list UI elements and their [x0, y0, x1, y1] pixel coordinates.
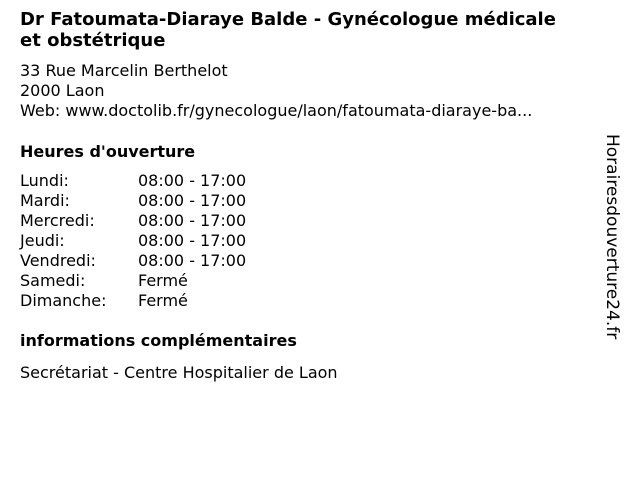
time-value: 08:00 - 17:00 [138, 171, 247, 190]
day-label: Mercredi: [20, 211, 95, 230]
hours-row-sunday [20, 291, 626, 311]
time-value: Fermé [138, 291, 188, 310]
day-label: Jeudi: [20, 231, 65, 250]
address-block [20, 61, 626, 121]
time-value: Fermé [138, 271, 188, 290]
hours-row-wednesday [20, 211, 626, 231]
additional-info-heading: informations complémentaires [20, 331, 297, 350]
opening-hours-heading: Heures d'ouverture [20, 142, 196, 161]
practitioner-card [20, 9, 626, 383]
time-value: 08:00 - 17:00 [138, 191, 247, 210]
day-label: Dimanche: [20, 291, 107, 310]
title-line-1: Dr Fatoumata-Diaraye Balde - Gynécologue médicale [20, 9, 556, 30]
time-value: 08:00 - 17:00 [138, 211, 247, 230]
opening-hours-list [20, 171, 626, 311]
additional-info-text: Secrétariat - Centre Hospitalier de Laon [20, 363, 338, 382]
hours-row-thursday [20, 231, 626, 251]
day-label: Lundi: [20, 171, 69, 190]
hours-row-saturday [20, 271, 626, 291]
time-value: 08:00 - 17:00 [138, 231, 247, 250]
website-line[interactable]: Web: www.doctolib.fr/gynecologue/laon/fatoumata-diaraye-ba... [20, 101, 533, 120]
day-label: Vendredi: [20, 251, 96, 270]
city-address: 2000 Laon [20, 81, 105, 100]
practitioner-name [20, 9, 626, 51]
title-line-2: et obstétrique [20, 30, 166, 51]
hours-row-monday [20, 171, 626, 191]
day-label: Samedi: [20, 271, 86, 290]
street-address: 33 Rue Marcelin Berthelot [20, 61, 228, 80]
day-label: Mardi: [20, 191, 70, 210]
site-watermark: Horairesdouverture24.fr [602, 134, 622, 340]
hours-row-friday [20, 251, 626, 271]
hours-row-tuesday [20, 191, 626, 211]
time-value: 08:00 - 17:00 [138, 251, 247, 270]
